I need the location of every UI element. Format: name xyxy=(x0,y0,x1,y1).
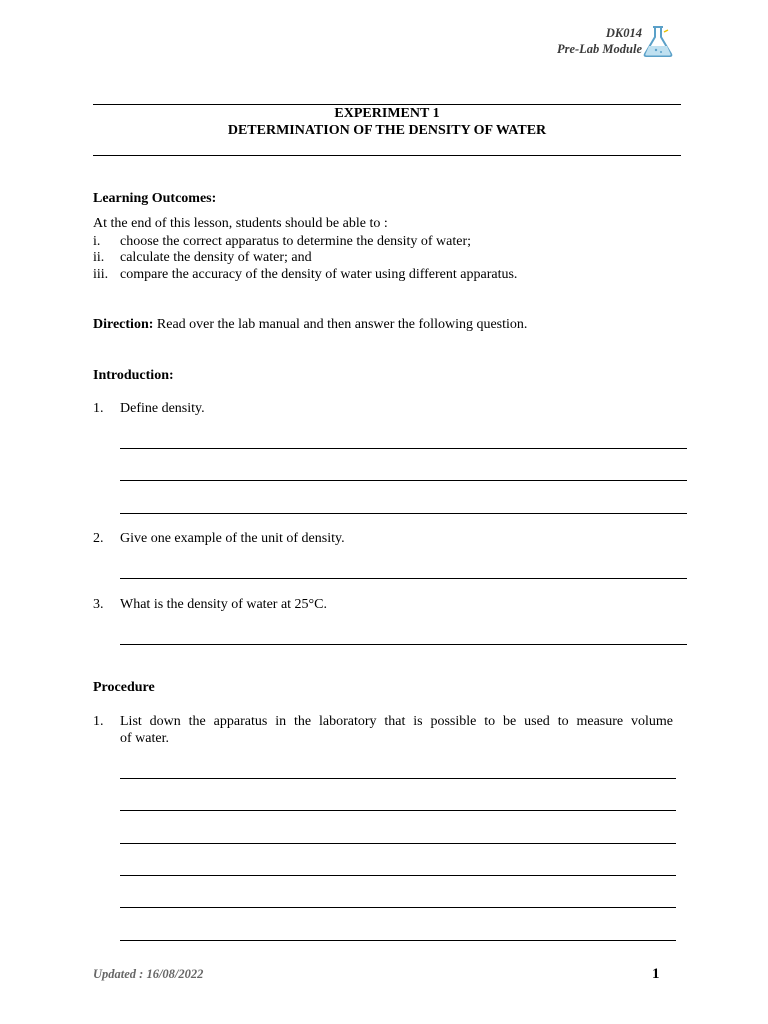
answer-line[interactable] xyxy=(120,448,687,449)
direction-label: Direction: xyxy=(93,317,154,332)
question-text-line1: List down the apparatus in the laboratory that is possible to be used to measure volume xyxy=(120,714,673,729)
question-number: 1. xyxy=(93,714,104,729)
experiment-number: EXPERIMENT 1 xyxy=(334,106,440,121)
introduction-heading: Introduction: xyxy=(93,368,174,383)
answer-line[interactable] xyxy=(120,578,687,579)
question-number: 3. xyxy=(93,597,104,612)
learning-outcomes-heading: Learning Outcomes: xyxy=(93,191,217,206)
title-rule-top xyxy=(93,104,681,105)
question-text: Give one example of the unit of density. xyxy=(120,531,345,546)
question-text-line2: of water. xyxy=(120,731,169,746)
header-info xyxy=(557,25,642,57)
answer-line[interactable] xyxy=(120,907,676,908)
question-text: Define density. xyxy=(120,401,205,416)
answer-line[interactable] xyxy=(120,940,676,941)
page-number: 1 xyxy=(652,966,660,982)
answer-line[interactable] xyxy=(120,644,687,645)
learning-outcomes-intro: At the end of this lesson, students should be able to : xyxy=(93,216,388,231)
answer-line[interactable] xyxy=(120,810,676,811)
title-rule-bottom xyxy=(93,155,681,156)
outcome-number: ii. xyxy=(93,250,105,265)
answer-line[interactable] xyxy=(120,513,687,514)
answer-line[interactable] xyxy=(120,875,676,876)
procedure-heading: Procedure xyxy=(93,680,155,695)
module-name: Pre-Lab Module xyxy=(556,42,642,56)
course-code: DK014 xyxy=(605,26,642,40)
outcome-text: choose the correct apparatus to determine the density of water; xyxy=(120,234,472,249)
outcome-number: i. xyxy=(93,234,101,249)
question-number: 1. xyxy=(93,401,104,416)
answer-line[interactable] xyxy=(120,843,676,844)
answer-line[interactable] xyxy=(120,778,676,779)
question-number: 2. xyxy=(93,531,104,546)
experiment-title: DETERMINATION OF THE DENSITY OF WATER xyxy=(227,123,547,138)
outcome-text: calculate the density of water; and xyxy=(120,250,312,265)
outcome-number: iii. xyxy=(93,267,109,282)
question-text: What is the density of water at 25°C. xyxy=(120,597,327,612)
updated-date: Updated : 16/08/2022 xyxy=(93,967,204,981)
direction-text: Read over the lab manual and then answer the following question. xyxy=(153,317,528,332)
flask-icon xyxy=(640,24,676,58)
answer-line[interactable] xyxy=(120,480,687,481)
outcome-text: compare the accuracy of the density of water using different apparatus. xyxy=(120,267,518,282)
direction xyxy=(93,317,527,333)
